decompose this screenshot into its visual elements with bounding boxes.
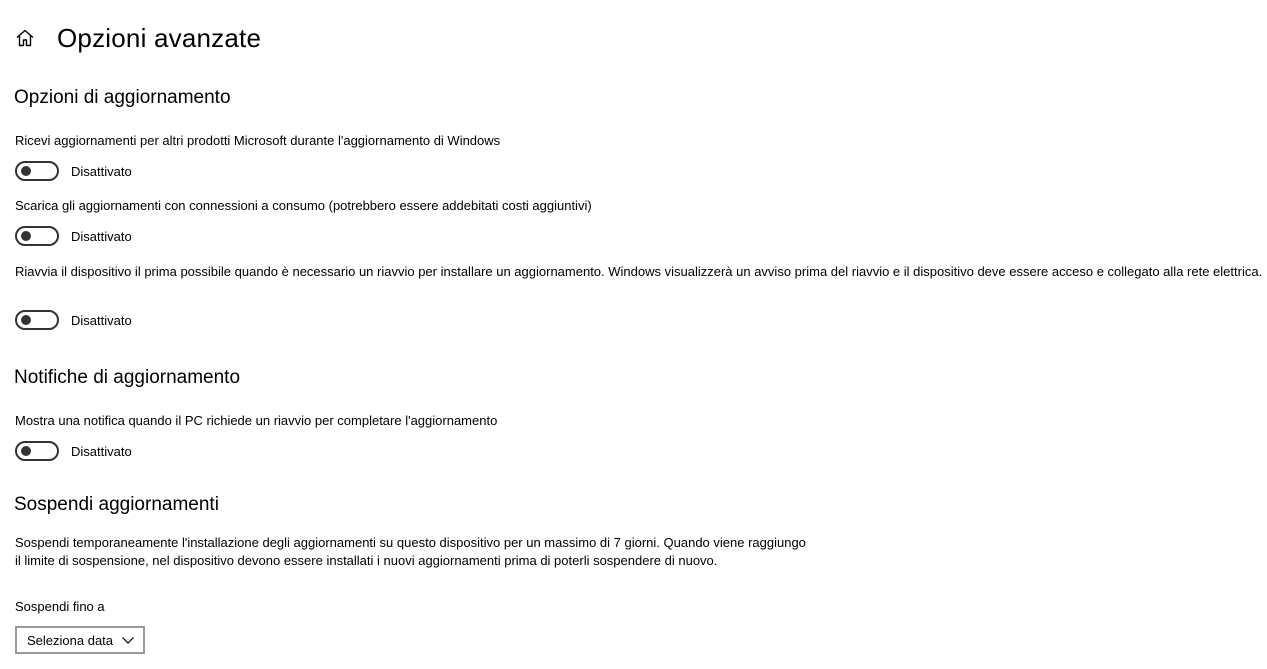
section-title-pause-updates: Sospendi aggiornamenti [14,494,219,515]
toggle-knob [21,231,31,241]
toggle-other-microsoft-products[interactable] [15,161,59,181]
setting-label-metered-connections: Scarica gli aggiornamenti con connessioni a consumo (potrebbero essere addebitati costi aggiuntivi) [15,198,592,213]
toggle-knob [21,315,31,325]
setting-row-metered-connections [15,226,132,246]
setting-label-restart-asap: Riavvia il dispositivo il prima possibile quando è necessario un riavvio per installare un aggiornamento. Windows visualizzerà un avviso prima del riavvio e il dispositivo deve essere acceso e collegato alla rete elettrica. [15,264,1263,279]
page-header [14,18,261,58]
toggle-state-label: Disattivato [71,312,132,328]
toggle-knob [21,446,31,456]
toggle-state-label: Disattivato [71,443,132,459]
setting-row-restart-notification [15,441,132,461]
toggle-restart-notification[interactable] [15,441,59,461]
setting-label-restart-notification: Mostra una notifica quando il PC richiede un riavvio per completare l'aggiornamento [15,413,498,428]
toggle-restart-asap[interactable] [15,310,59,330]
home-icon[interactable] [14,27,36,49]
section-title-update-options: Opzioni di aggiornamento [14,87,231,108]
toggle-state-label: Disattivato [71,163,132,179]
pause-updates-description: Sospendi temporaneamente l'installazione degli aggiornamenti su questo dispositivo per un massimo di 7 giorni. Quando viene raggiungo il limite di sospensione, nel dispositivo devono essere installati i nuovi aggiornamenti prima di poterli sospendere di nuovo. [15,535,806,568]
setting-label-other-microsoft-products: Ricevi aggiornamenti per altri prodotti Microsoft durante l'aggiornamento di Windows [15,133,501,148]
setting-row-restart-asap [15,310,132,330]
section-title-update-notifications: Notifiche di aggiornamento [14,367,241,388]
toggle-knob [21,166,31,176]
toggle-metered-connections[interactable] [15,226,59,246]
pause-until-label: Sospendi fino a [15,599,105,614]
page-title: Opzioni avanzate [57,22,262,53]
date-select-value: Seleziona data [27,632,114,648]
setting-row-other-microsoft-products [15,161,132,181]
chevron-down-icon [121,633,135,647]
toggle-state-label: Disattivato [71,228,132,244]
pause-until-date-select[interactable] [15,626,145,654]
